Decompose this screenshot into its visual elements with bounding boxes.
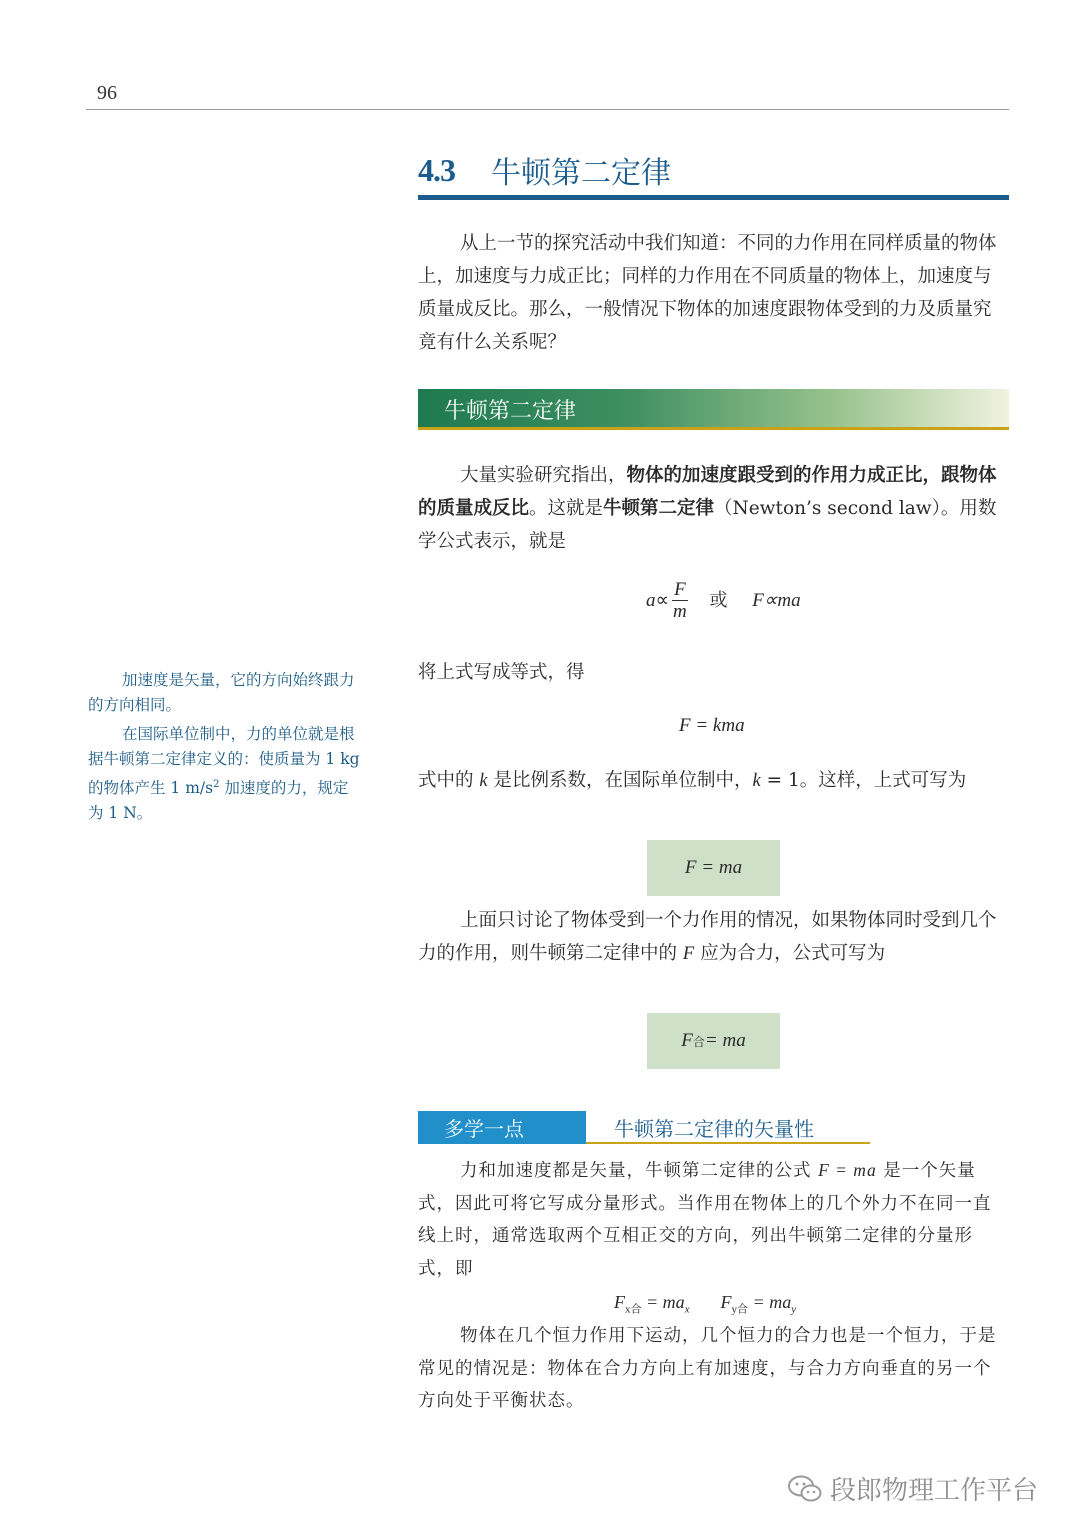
equation-intro: 将上式写成等式，得: [418, 662, 585, 683]
k-symbol: k: [479, 771, 488, 791]
fy-symbol: F: [720, 1292, 732, 1312]
fx-subscript: x合: [625, 1303, 642, 1316]
intro-paragraph: 从上一节的探究活动中我们知道：不同的力作用在同样质量的物体上，加速度与力成正比；同样的力作用在不同质量的物体上，加速度与质量成反比。那么，一般情况下物体的加速度跟物体受到的力及质量究竟有什么关系呢？: [418, 233, 997, 353]
section-title: 牛顿第二定律: [491, 156, 671, 191]
k-suffix: = 1。这样，上式可写为: [760, 770, 967, 791]
law-mid: 。这就是: [529, 498, 604, 519]
fraction-numerator: F: [674, 579, 686, 600]
law-paragraph: [418, 459, 1009, 558]
net-suffix: 应为合力，公式可写为: [694, 943, 886, 964]
F-symbol: F: [682, 944, 695, 964]
subsection-title: 牛顿第二定律: [444, 399, 577, 424]
k-prefix: 式中的: [418, 770, 480, 791]
watermark-text: 段郎物理工作平台: [830, 1476, 1039, 1506]
extra-paragraph-1: [418, 1154, 1009, 1285]
extra-title: 牛顿第二定律的矢量性: [614, 1117, 814, 1141]
watermark: [788, 1470, 1038, 1507]
proportional-formula: [646, 580, 801, 623]
ax-subscript: x: [684, 1303, 690, 1316]
header-rule: [86, 109, 1009, 110]
or-word: 或: [709, 589, 728, 611]
net-force-paragraph: [418, 904, 1009, 971]
sidenote-vector: 加速度是矢量，它的方向始终跟力的方向相同。: [88, 671, 355, 714]
law-prefix: 大量实验研究指出，: [460, 465, 627, 486]
formula-kma: F = kma: [679, 715, 745, 736]
section-number: 4.3: [418, 151, 455, 188]
fy-subscript: y合: [731, 1303, 749, 1316]
extra-p1-a: 力和加速度都是矢量，牛顿第二定律的公式: [460, 1161, 819, 1181]
section-title-bar: [418, 195, 1009, 200]
fy-rhs: = ma: [748, 1292, 792, 1312]
formula-net-rhs: = ma: [704, 1030, 746, 1051]
net-subscript: 合: [692, 1034, 705, 1049]
sidenote-newton-unit: [88, 722, 360, 826]
law-suffix: （Newton’s second law）。用数学公式表示，就是: [418, 498, 997, 552]
extra-tab: 多学一点: [418, 1111, 586, 1144]
extra-title-underline: [586, 1142, 870, 1144]
page-number: 96: [97, 82, 117, 104]
net-prefix: 上面只讨论了物体受到一个力作用的情况，如果物体同时受到几个力的作用，则牛顿第二定律中的: [418, 910, 997, 964]
formula-a: a: [646, 589, 656, 611]
fraction-denominator: m: [673, 601, 687, 622]
k-mid: 是比例系数，在国际单位制中，: [487, 770, 753, 791]
k-paragraph: [418, 764, 1009, 798]
component-formula: [614, 1292, 796, 1317]
extra-p1-formula: F = ma: [818, 1160, 877, 1180]
extra-p1-b: 是一个矢量式，因此可将它写成分量形式。当作用在物体上的几个外力不在同一直线上时，通常选取两个互相正交的方向，列出牛顿第二定律的分量形式，即: [418, 1161, 992, 1279]
subsection-banner-underline: [418, 427, 1009, 430]
fx-rhs: = ma: [641, 1292, 685, 1312]
k-symbol-2: k: [752, 771, 761, 791]
sidenote-superscript: 2: [213, 779, 220, 790]
formula-rhs: F∝ma: [752, 589, 801, 611]
section-heading: [418, 148, 671, 192]
sidenote-unit-text-2: 加速度的力，规定为 1 N。: [88, 779, 349, 823]
law-statement: 物体的加速度跟受到的作用力成正比，跟物体的质量成反比: [418, 465, 997, 519]
formula-box-ma: F = ma: [647, 840, 780, 896]
sidenote-unit-text: 在国际单位制中，力的单位就是根据牛顿第二定律定义的：使质量为 1 kg 的物体产生 1 m/s: [88, 725, 360, 798]
extra-paragraph-2: 物体在几个恒力作用下运动，几个恒力的合力也是一个恒力，于是常见的情况是：物体在合力方向上有加速度，与合力方向垂直的另一个方向处于平衡状态。: [418, 1326, 997, 1411]
fraction: [672, 580, 688, 623]
ay-subscript: y: [791, 1303, 797, 1316]
formula-box-net-force: [647, 1013, 780, 1069]
wechat-icon: [788, 1475, 822, 1503]
formula-F: F: [681, 1030, 693, 1051]
law-name: 牛顿第二定律: [603, 498, 715, 519]
proportional-symbol: ∝: [655, 589, 670, 611]
fx-symbol: F: [614, 1292, 625, 1312]
